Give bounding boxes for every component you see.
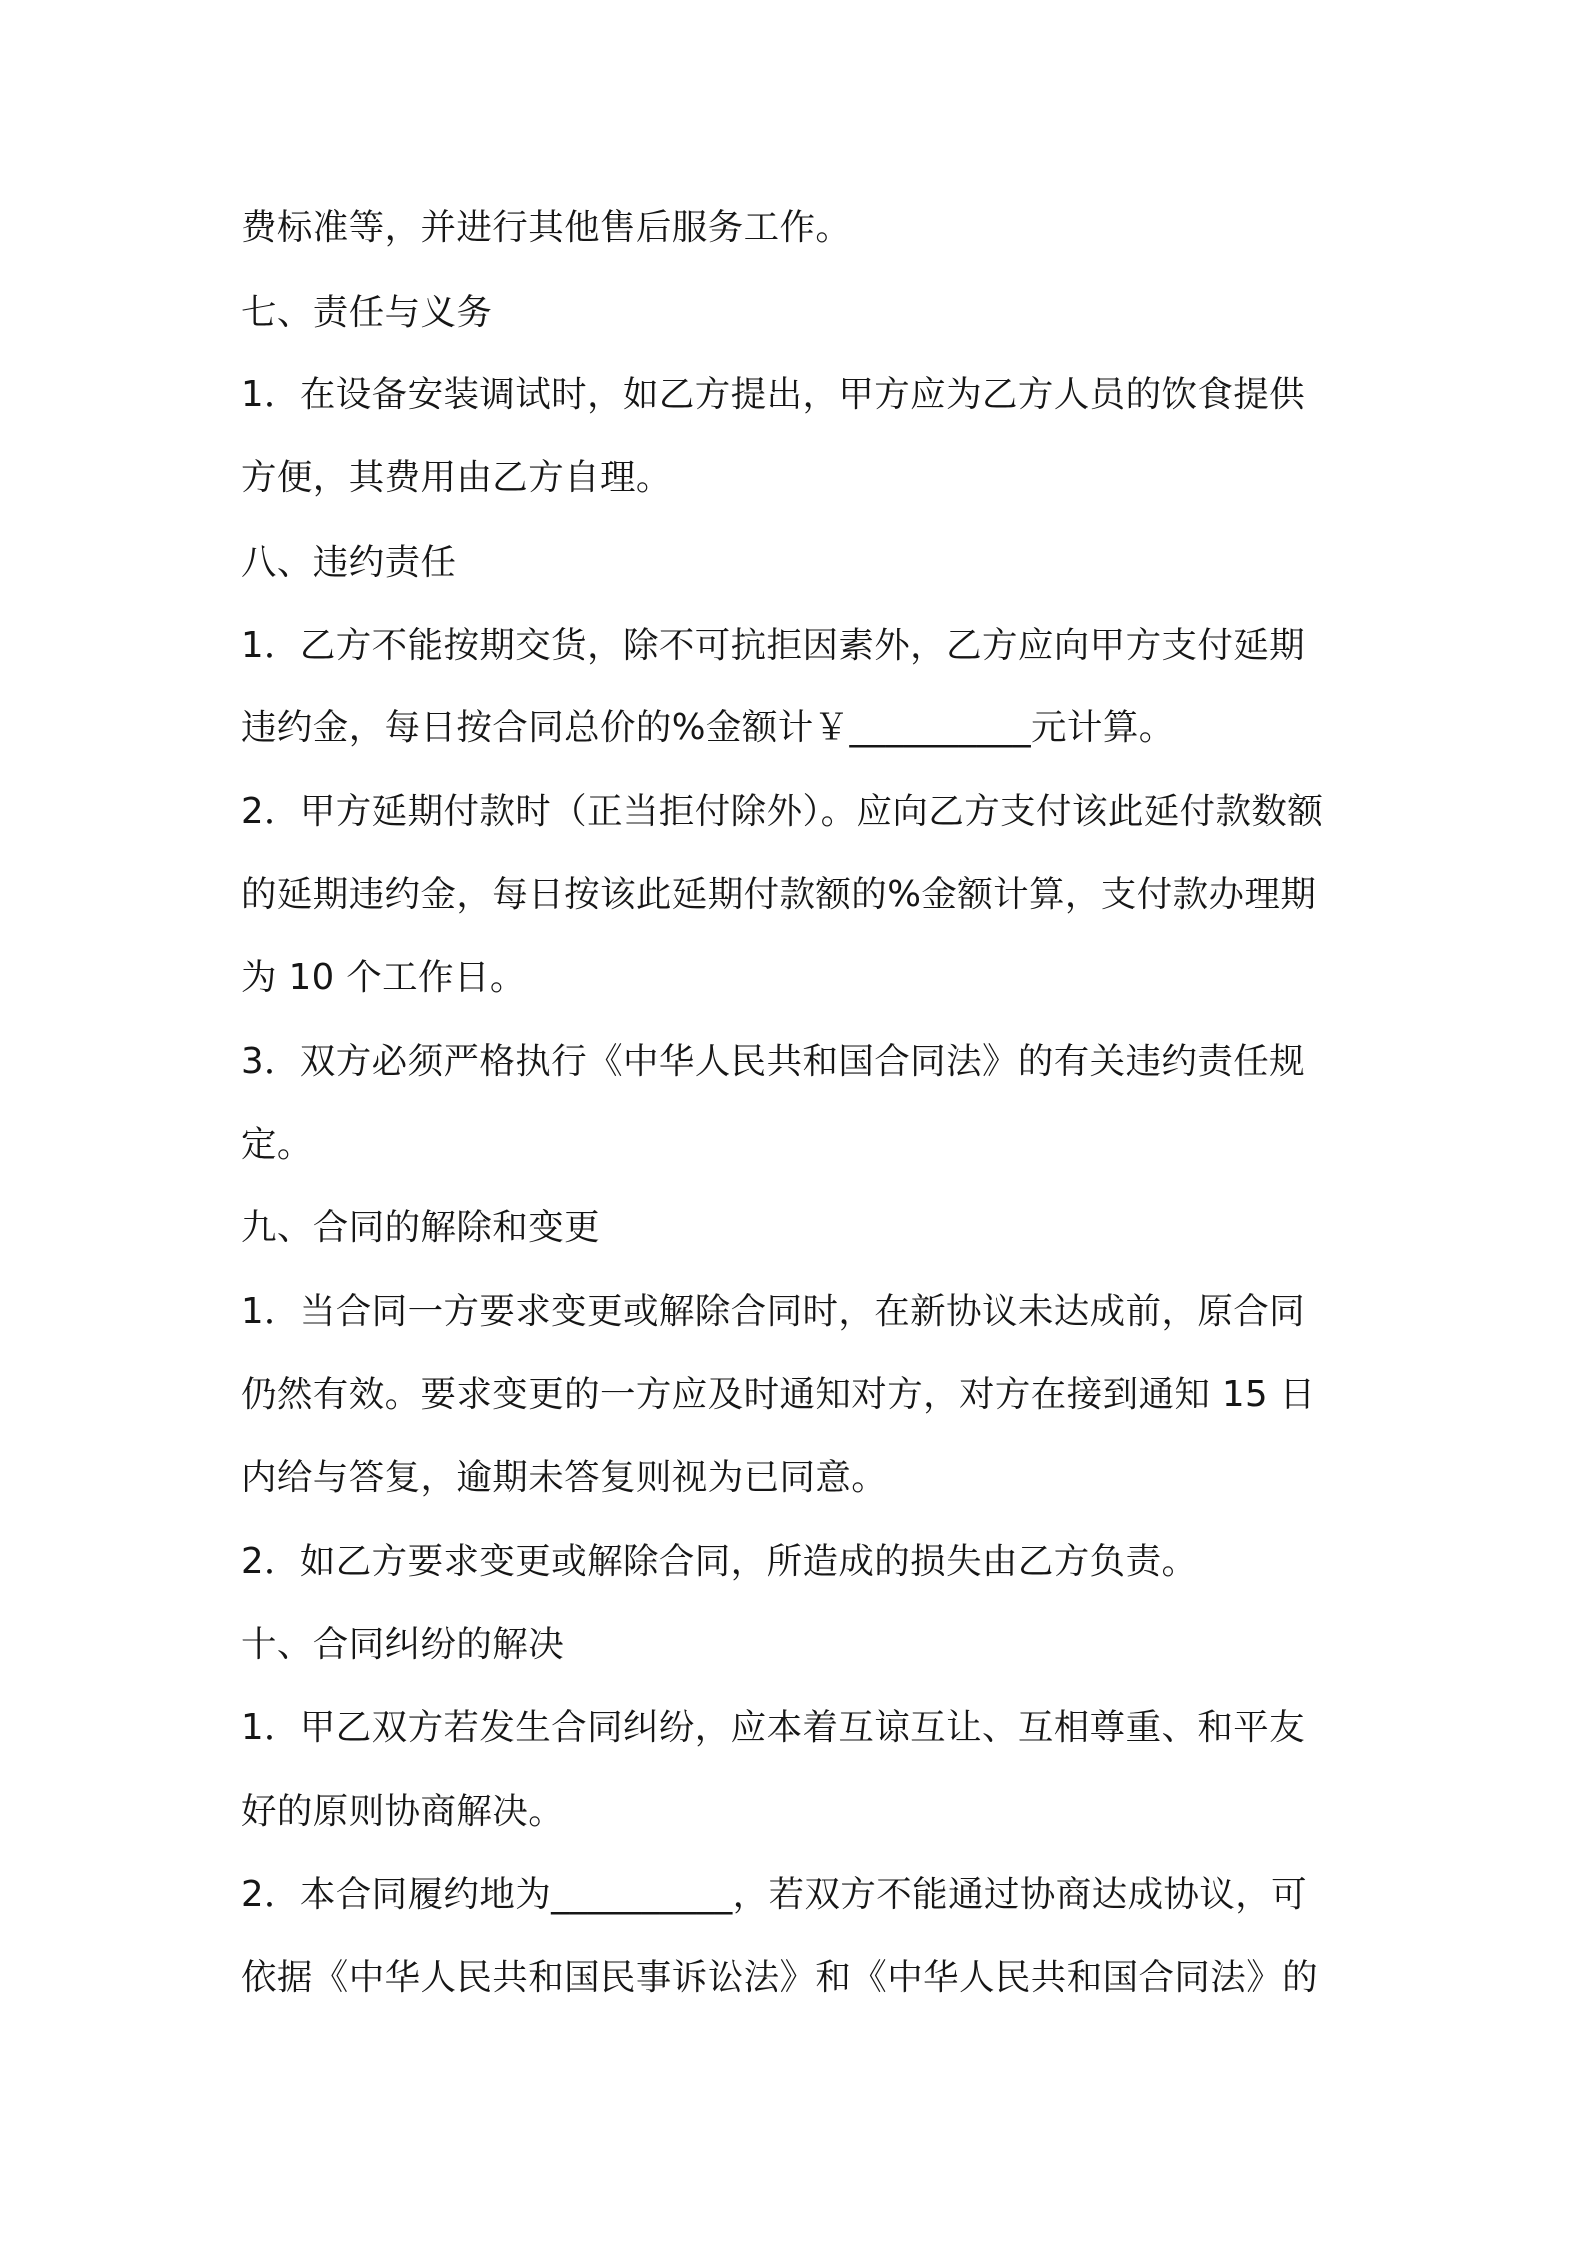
text-line: 费标准等，并进行其他售后服务工作。 (241, 207, 852, 248)
text-line: 违约金，每日按合同总价的%金额计￥__________元计算。 (241, 707, 1175, 748)
text-line: 2．如乙方要求变更或解除合同，所造成的损失由乙方负责。 (241, 1541, 1198, 1582)
section-heading: 十、合同纠纷的解决 (241, 1624, 565, 1665)
text-line: 2．甲方延期付款时（正当拒付除外）。应向乙方支付该此延付款数额 (241, 791, 1324, 832)
text-line: 1．甲乙双方若发生合同纠纷，应本着互谅互让、互相尊重、和平友 (241, 1707, 1306, 1748)
text-line: 3．双方必须严格执行《中华人民共和国合同法》的有关违约责任规 (241, 1041, 1306, 1082)
text-line: 为 10 个工作日。 (241, 957, 526, 998)
text-line: 好的原则协商解决。 (241, 1791, 565, 1832)
text-line: 2．本合同履约地为__________，若双方不能通过协商达成协议，可 (241, 1874, 1308, 1915)
section-heading: 九、合同的解除和变更 (241, 1207, 601, 1248)
section-heading: 七、责任与义务 (241, 292, 493, 333)
text-line: 定。 (241, 1124, 313, 1165)
text-line: 内给与答复，逾期未答复则视为已同意。 (241, 1457, 888, 1498)
text-line: 1．在设备安装调试时，如乙方提出，甲方应为乙方人员的饮食提供 (241, 374, 1306, 415)
text-line: 1．当合同一方要求变更或解除合同时，在新协议未达成前，原合同 (241, 1291, 1306, 1332)
text-line: 方便，其费用由乙方自理。 (241, 457, 672, 498)
text-line: 的延期违约金，每日按该此延期付款额的%金额计算，支付款办理期 (241, 874, 1317, 915)
section-heading: 八、违约责任 (241, 542, 457, 583)
text-line: 1．乙方不能按期交货，除不可抗拒因素外，乙方应向甲方支付延期 (241, 625, 1306, 666)
text-line: 依据《中华人民共和国民事诉讼法》和《中华人民共和国合同法》的 (241, 1957, 1319, 1998)
text-line: 仍然有效。要求变更的一方应及时通知对方，对方在接到通知 15 日 (241, 1374, 1316, 1415)
